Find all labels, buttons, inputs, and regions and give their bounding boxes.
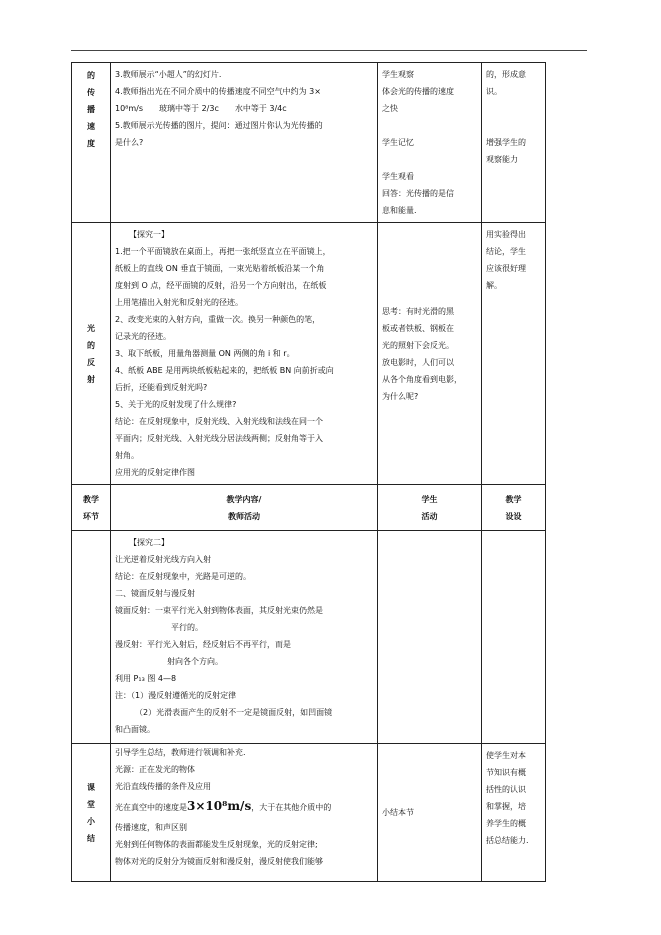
content-cell: 【探究二】 让光逆着反射光线方向入射 结论：在反射现象中，光路是可逆的。 二、镜面反射与漫反射 镜面反射：一束平行光入射到物体表面，其反射光束仍然是 平行的。 漫反射：平行光入射后，经反射后不再平行，而是 射向各个方向。 利用 P₁₃ 图 4—8 注：（1）漫反射遵循光的反射定律 （2）光滑表面产生的反射不一定是镜面反射，如凹面镜 和凸面镜。 (111, 531, 378, 744)
section-cell: 的 传 播 速 度 (72, 63, 111, 223)
student-cell: 小结本节 (378, 744, 482, 882)
section-cell: 光 的 反 射 (72, 223, 111, 485)
student-cell: 学生观察 体会光的传播的速度 之快 学生记忆 学生观看 回答：光传播的是信 息和能量. (378, 63, 482, 223)
content-cell: 3.教师展示“小超人”的幻灯片. 4.教师指出光在不同介质中的传播速度不同空气中约为 3× 10⁸m/s 玻璃中等于 2/3c 水中等于 3/4c 5.教师展示光传播的图片，提问：通过图片你认为光传播的 是什么? (111, 63, 378, 223)
content-cell: 引导学生总结，教师进行领调和补充. 光源：正在发光的物体 光沿直线传播的条件及应用 光在真空中的速度是3×10⁸m/s，大于在其他介质中的 传播速度，和声区别 光射到任何物体的表面都能发生反射现象，光的反射定律; 物体对光的反射分为镜面反射和漫反射，漫反射使我们能够 (111, 744, 378, 882)
design-cell: 用实验得出 结论，学生 应该很好理 解。 (482, 223, 546, 485)
section-cell: 课 堂 小 结 (72, 744, 111, 882)
header-section: 教学 环节 (72, 485, 111, 531)
table-row (72, 531, 546, 744)
design-cell: 的，形成意 识。 增强学生的 观察能力 (482, 63, 546, 223)
table-row (72, 63, 546, 223)
table-header-row (72, 485, 546, 531)
student-cell: 思考：有时光滑的黑 板或者铁板、钢板在 光的照射下会反光。 放电影时，人们可以 从各个角度看到电影， 为什么呢? (378, 223, 482, 485)
table-row (72, 744, 546, 882)
design-cell (482, 531, 546, 744)
header-content: 教学内容/ 教师活动 (111, 485, 378, 531)
design-cell: 使学生对本 节知识有概 括性的认识 和掌握，培 养学生的概 括总结能力. (482, 744, 546, 882)
table-row (72, 223, 546, 485)
lesson-plan-table (71, 62, 546, 882)
section-cell (72, 531, 111, 744)
student-cell (378, 531, 482, 744)
speed-formula: 3×10⁸m/s (187, 799, 252, 813)
header-design: 教学 设设 (482, 485, 546, 531)
header-rule (71, 50, 587, 51)
header-student: 学生 活动 (378, 485, 482, 531)
content-cell: 【探究一】 1.把一个平面镜放在桌面上，再把一张纸竖直立在平面镜上， 纸板上的直线 ON 垂直于镜面，一束光贴着纸板沿某一个角 度射到 O 点，经平面镜的反射，沿另一个方向射出，在纸板 上用笔描出入射光和反射光的径迹。 2、改变光束的入射方向，重做一次。换另一种颜色的笔， 记录光的径迹。 3、取下纸板，用量角器测量 ON 两侧的角 i 和 r。 4、纸板 ABE 是用两块纸板粘起来的，把纸板 BN 向前折或向 后折，还能看到反射光吗? 5、关于光的反射发现了什么规律? 结论：在反射现象中，反射光线、入射光线和法线在同一个 平面内；反射光线、入射光线分居法线两侧；反射角等于入 射角。 应用光的反射定律作图 (111, 223, 378, 485)
